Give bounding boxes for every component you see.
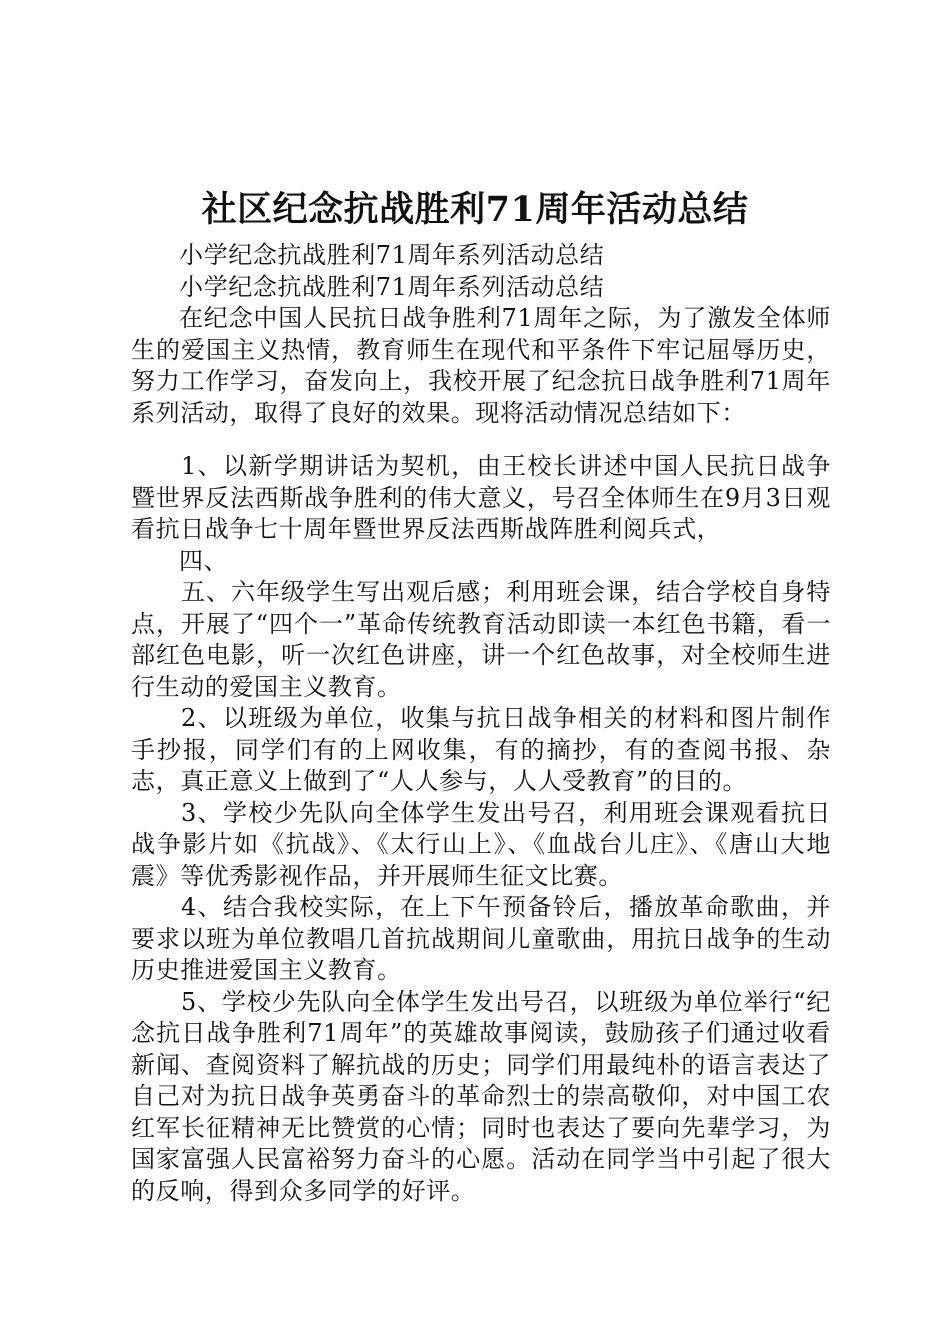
document-body — [131, 240, 831, 1207]
document-title: 社区纪念抗战胜利71周年活动总结 — [201, 189, 749, 230]
paragraph-gap — [131, 429, 831, 451]
subtitle-line: 小学纪念抗战胜利71周年系列活动总结 — [179, 272, 605, 301]
body-paragraph: 3、学校少先队向全体学生发出号召，利用班会课观看抗日战争影片如《抗战》、《太行山上》、《血战台儿庄》、《唐山大地震》等优秀影视作品，并开展师生征文比赛。 — [131, 798, 831, 890]
intro-paragraph: 在纪念中国人民抗日战争胜利71周年之际，为了激发全体师生的爱国主义热情，教育师生在现代和平条件下牢记屈辱历史，努力工作学习，奋发向上，我校开展了纪念抗日战争胜利71周年系列活动，取得了良好的效果。现将活动情况总结如下： — [131, 304, 831, 427]
body-paragraph: 五、六年级学生写出观后感；利用班会课，结合学校自身特点，开展了“四个一”革命传统教育活动即读一本红色书籍，看一部红色电影，听一次红色讲座，讲一个红色故事，对全校师生进行生动的爱国主义教育。 — [131, 578, 831, 701]
body-paragraph: 2、以班级为单位，收集与抗日战争相关的材料和图片制作手抄报，同学们有的上网收集，有的摘抄，有的查阅书报、杂志，真正意义上做到了“人人参与，人人受教育”的目的。 — [131, 704, 831, 795]
subtitle-line: 小学纪念抗战胜利71周年系列活动总结 — [179, 241, 605, 269]
body-paragraph: 4、结合我校实际，在上下午预备铃后，播放革命歌曲，并要求以班为单位教唱几首抗战期间儿童歌曲，用抗日战争的生动历史推进爱国主义教育。 — [131, 893, 831, 984]
body-paragraph: 1、以新学期讲话为契机，由王校长讲述中国人民抗日战争暨世界反法西斯战争胜利的伟大意义，号召全体师生在9月3日观看抗日战争七十周年暨世界反法西斯战阵胜利阅兵式， — [131, 452, 831, 543]
body-paragraph: 四、 — [179, 546, 229, 575]
body-paragraph: 5、学校少先队向全体学生发出号召，以班级为单位举行“纪念抗日战争胜利71周年”的英雄故事阅读，鼓励孩子们通过收看新闻、查阅资料了解抗战的历史；同学们用最纯朴的语言表达了自己对为抗日战争英勇奋斗的革命烈士的崇高敬仰，对中国工农红军长征精神无比赞赏的心情；同时也表达了要向先辈学习，为国家富强人民富裕努力奋斗的心愿。活动在同学当中引起了很大的反响，得到众多同学的好评。 — [131, 987, 831, 1205]
